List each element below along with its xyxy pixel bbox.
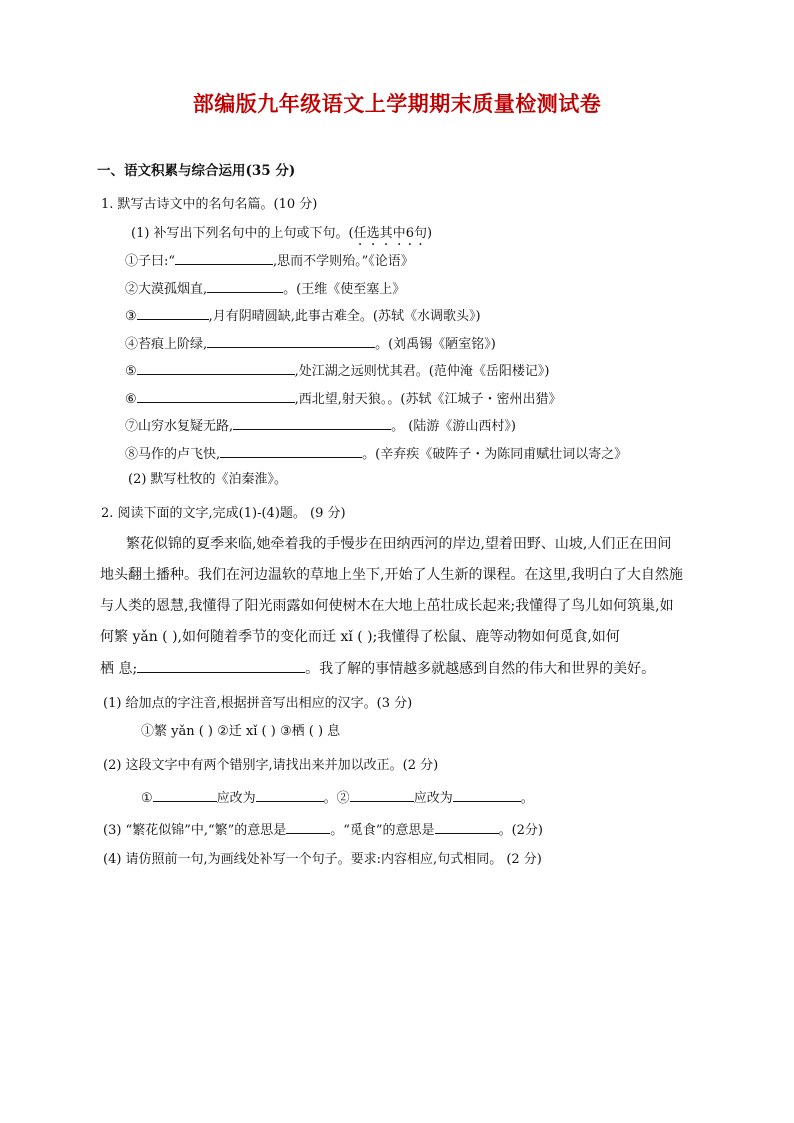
item-suffix: 。(刘禹锡《陋室铭》) <box>375 337 496 352</box>
item-suffix: ,处江湖之远则忧其君。(范仲淹《岳阳楼记》) <box>294 364 550 379</box>
emphasized-char: 选 <box>366 226 380 241</box>
question-1-sub1 <box>131 226 432 242</box>
item-suffix: 。(王维《使至塞上》 <box>283 282 406 297</box>
emphasized-text <box>354 226 427 241</box>
emphasis-dotted <box>354 226 427 241</box>
answer-blank[interactable] <box>256 789 324 802</box>
answer-label: ① <box>141 791 153 806</box>
question-1-sub2: (2) 默写杜牧的《泊秦淮》。 <box>128 472 288 487</box>
emphasized-char: 其 <box>379 226 393 241</box>
answer-blank[interactable] <box>137 390 295 403</box>
item-suffix: 。 (陆游《游山西村》) <box>391 419 516 434</box>
answer-blank[interactable] <box>207 280 283 293</box>
recite-item-3 <box>125 307 481 325</box>
sub1-suffix: ) <box>426 226 433 241</box>
section-heading: 一、语文积累与综合运用(35 分) <box>97 163 296 179</box>
answer-blank[interactable] <box>233 417 391 430</box>
question-text: 。(2分) <box>498 823 543 838</box>
question-2-sub2: (2) 这段文字中有两个错别字,请找出来并加以改正。(2 分) <box>103 758 439 773</box>
answer-blank[interactable] <box>453 789 521 802</box>
question-text: (3) “繁花似锦”中,“繁”的意思是 <box>103 823 287 838</box>
answer-blank[interactable] <box>435 821 499 834</box>
item-prefix: ②大漠孤烟直, <box>125 282 208 297</box>
answer-blank[interactable] <box>137 362 295 375</box>
recite-item-5 <box>125 362 549 380</box>
item-prefix: ④苔痕上阶绿, <box>125 337 208 352</box>
recite-item-1 <box>125 252 414 270</box>
recite-item-4 <box>125 335 496 353</box>
answer-blank[interactable] <box>175 252 273 265</box>
item-suffix: ,西北望,射天狼。。(苏轼《江城子・密州出猎》 <box>294 392 562 407</box>
passage-line-2: 地头翻土播种。我们在河边温软的草地上坐下,开始了人生新的课程。在这里,我明白了大自然施 <box>100 567 683 583</box>
question-2-sub3 <box>103 821 543 839</box>
passage-text: 。我了解的事情越多就越感到自然的伟大和世界的美好。 <box>305 661 656 677</box>
emphasized-char: 中 <box>392 226 406 241</box>
answer-label: 应改为 <box>216 791 256 806</box>
answer-blank[interactable] <box>137 660 305 673</box>
item-prefix: ⑤ <box>125 364 137 379</box>
emphasized-char: 句 <box>413 226 427 241</box>
passage-line-4: 何繁 yǎn ( ),如何随着季节的变化而迁 xǐ ( );我懂得了松鼠、鹿等动物如何觅食,如何 <box>100 629 620 645</box>
passage-line-5 <box>100 660 655 677</box>
passage-text: 栖 息; <box>100 661 138 677</box>
answer-blank[interactable] <box>207 335 375 348</box>
answer-label: 。② <box>323 791 350 806</box>
passage-line-3: 与人类的恩慧,我懂得了阳光雨露如何使树木在大地上茁壮成长起来;我懂得了鸟儿如何筑巢,如 <box>100 598 674 614</box>
question-2-sub4: (4) 请仿照前一句,为画线处补写一个句子。要求:内容相应,句式相同。 (2 分) <box>103 852 542 867</box>
answer-blank[interactable] <box>137 307 209 320</box>
recite-item-7 <box>125 417 516 435</box>
emphasized-char: 6 · <box>406 226 414 241</box>
emphasized-char: 任 <box>353 226 367 241</box>
item-suffix: ,月有阴晴圆缺,此事古难全。(苏轼《水调歌头》) <box>208 309 481 324</box>
item-suffix: ,思而不学则殆。”《论语》 <box>273 254 414 269</box>
answer-blank[interactable] <box>286 821 330 834</box>
question-2-sub2-answer <box>141 789 534 807</box>
question-2-stem: 2. 阅读下面的文字,完成(1)-(4)题。 (9 分) <box>101 506 346 521</box>
item-prefix: ⑥ <box>125 392 137 407</box>
question-2-sub1: (1) 给加点的字注音,根据拼音写出相应的汉字。(3 分) <box>103 696 413 711</box>
passage-line-1: 繁花似锦的夏季来临,她牵着我的手慢步在田纳西河的岸边,望着田野、山坡,人们正在田间 <box>126 536 672 552</box>
question-1-stem: 1. 默写古诗文中的名句名篇。(10 分) <box>101 197 318 212</box>
question-2-sub1-answer: ①繁 yǎn ( ) ②迁 xǐ ( ) ③栖 ( ) 息 <box>141 724 341 739</box>
answer-blank[interactable] <box>153 789 217 802</box>
answer-blank[interactable] <box>220 445 362 458</box>
exam-title: 部编版九年级语文上学期期末质量检测试卷 <box>192 91 602 116</box>
recite-item-8 <box>125 445 627 463</box>
answer-label: 。 <box>520 791 534 806</box>
item-prefix: ①子曰:“ <box>125 254 176 269</box>
item-prefix: ⑧马作的卢飞快, <box>125 447 221 462</box>
answer-blank[interactable] <box>350 789 414 802</box>
item-suffix: 。(辛弃疾《破阵子・为陈同甫赋壮词以寄之》 <box>362 447 628 462</box>
question-text: 。“觅食”的意思是 <box>330 823 435 838</box>
recite-item-6 <box>125 390 562 408</box>
sub1-prefix: (1) 补写出下列名句中的上句或下句。( <box>131 226 354 241</box>
recite-item-2 <box>125 280 405 298</box>
item-prefix: ③ <box>125 309 137 324</box>
item-prefix: ⑦山穷水复疑无路, <box>125 419 234 434</box>
answer-label: 应改为 <box>413 791 453 806</box>
